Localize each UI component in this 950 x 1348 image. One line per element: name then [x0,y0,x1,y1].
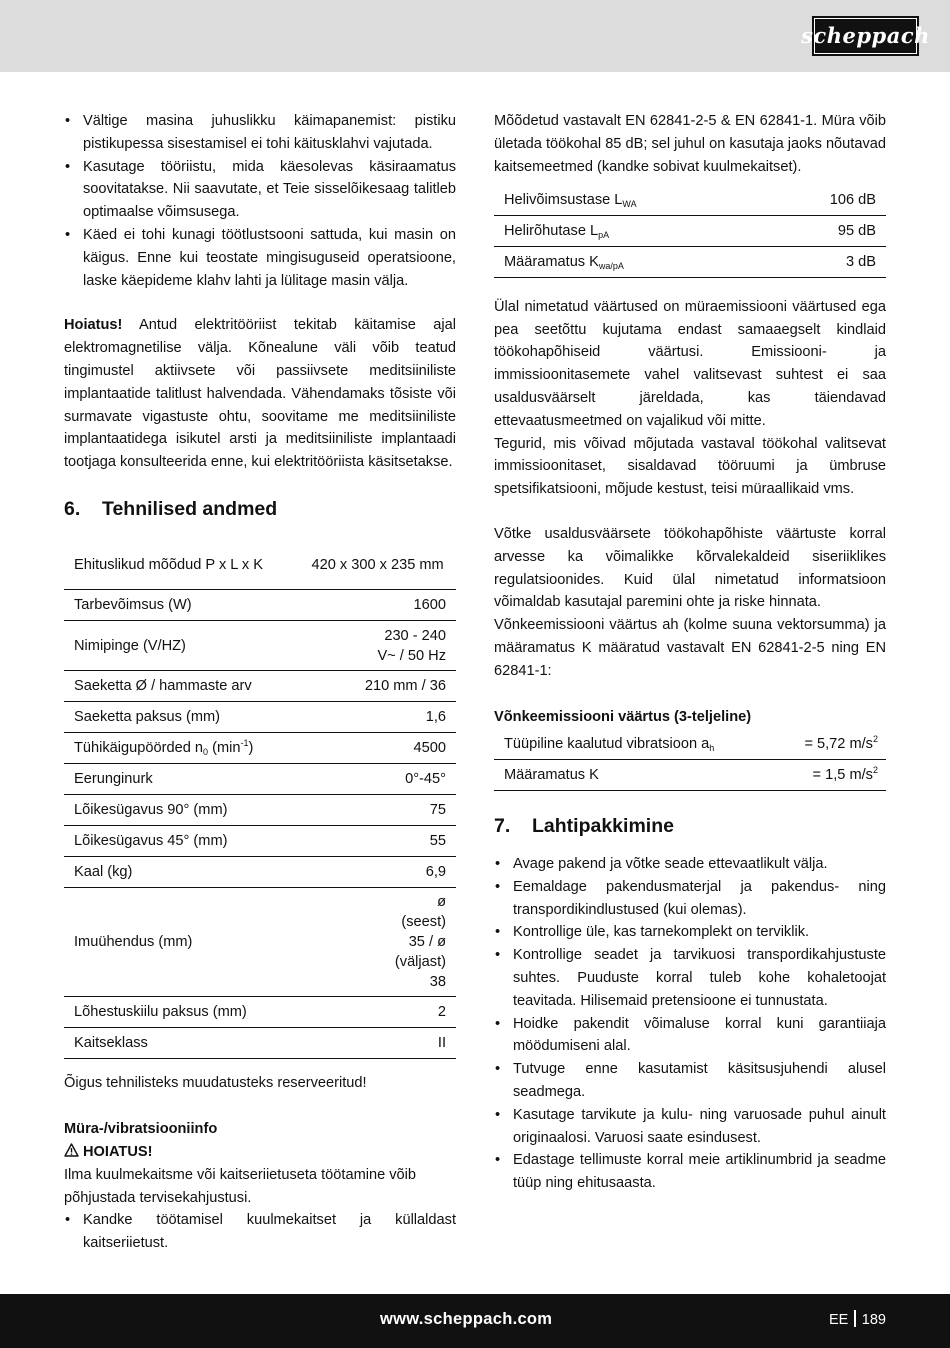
spec-value: 0°-45° [299,764,456,795]
vib-value [774,759,886,790]
table-row [64,733,456,764]
table-row [64,541,456,590]
list-item: • Kontrollige seadet ja tarvikuosi transpordikahjustuste suhtes. Puuduste korral tuleb kohe kohaletoojat teavitada. Hilisemaid pretensioone ei tunnustata. [494,944,886,1012]
spec-label: Saeketta Ø / hammaste arv [64,671,299,702]
list-item: • Kontrollige üle, kas tarnekomplekt on terviklik. [494,921,886,944]
noise-label-sub: WA [622,198,637,209]
language-code: EE [828,1312,849,1328]
vib-label-text: Tüüpiline kaalutud vibratsioon a [504,735,710,752]
table-row [64,888,456,997]
noise-warning-label: HOIATUS! [83,1144,153,1161]
table-row [64,1028,456,1059]
spec-value: 1,6 [299,702,456,733]
spec-value: 2 [299,997,456,1028]
paragraph: Võnkeemissiooni väärtus ah (kolme suuna vektorsumma) ja määramatus K määratud vastavalt EN 62841-2-5 ning EN 62841-1: [494,617,886,679]
noise-label-text: Määramatus K [504,253,599,270]
list-item: • Hoidke pakendit võimaluse korral kuni garantiiaja möödumiseni alal. [494,1013,886,1059]
right-column [494,110,886,1195]
paragraph: Tegurid, mis võivad mõjutada vastaval töökohal valitsevat immissioonitaset, sisaldavad tööruumi ja ümbruse spetsifikatsiooni, mõjude kestust, teisi müraallikaid vms. [494,435,886,498]
table-row [64,857,456,888]
page-header [0,0,950,72]
reserve-note: Õigus tehnilisteks muudatusteks reserveeritud! [64,1075,367,1092]
section-6-heading [64,496,456,522]
vib-label-sub: h [709,742,715,753]
table-row [64,590,456,621]
spec-label: Tarbevõimsus (W) [64,590,299,621]
noise-value: 106 dB [767,184,886,215]
vibration-table [494,728,886,791]
vib-value-sup: 2 [872,733,878,744]
vibration-heading: Võnkeemissiooni väärtus (3-teljeline) [494,708,752,725]
noise-label-text: Helivõimsustase L [504,191,623,208]
noise-heading: Müra-/vibratsiooniinfo [64,1121,218,1138]
vib-value-text: = 5,72 m/s [804,735,873,752]
vib-value-sup: 2 [872,764,878,775]
noise-value: 95 dB [767,215,886,246]
noise-value: 3 dB [767,246,886,277]
page-number-block [829,1309,886,1332]
logo-text: scheppach [801,22,930,48]
spec-label: Lõikesügavus 45° (mm) [64,826,299,857]
table-row [64,795,456,826]
table-row [64,671,456,702]
spec-label-sup: -1 [240,738,249,749]
noise-bullet-list [64,1209,456,1255]
warning-label: Hoiatus! [64,317,123,334]
website-url: www.scheppach.com [380,1310,553,1328]
noise-label-text: Helirõhutase L [504,222,599,239]
measurement-intro: Mõõdetud vastavalt EN 62841-2-5 & EN 62841-1. Müra võib ületada töökohal 85 dB; sel juhul on kasutaja jaoks nõutavad kaitsemeetmed (kandke sobivat kuulmekaitset). [494,113,886,175]
spec-label: Eerunginurk [64,764,299,795]
spec-value: 210 mm / 36 [299,671,456,702]
spec-value: 6,9 [299,857,456,888]
noise-label [494,215,767,246]
section-number: 6. [64,497,81,520]
spec-label [64,733,299,764]
warning-triangle-icon [64,1143,79,1157]
spec-label-text: Tühikäigupöörded n [74,740,204,757]
table-row [494,759,886,790]
table-row [64,997,456,1028]
list-item: • Tutvuge enne kasutamist käsitsusjuhendi alusel seadmega. [494,1058,886,1104]
list-item: • Vältige masina juhuslikku käimapanemist: pistiku pistikupessa sisestamisel ei tohi käitusklahvi vajutada. [64,110,456,156]
noise-label-sub: wa/pA [598,260,624,271]
noise-values-table [494,184,886,278]
spec-label-mid: (min [208,740,241,757]
section-title: Lahtipakkimine [532,814,674,837]
noise-text: Ilma kuulmekaitsme või kaitseriietuseta töötamine võib põhjustada tervisekahjustusi. [64,1166,417,1206]
spec-label: Nimipinge (V/HZ) [64,621,299,671]
paragraph: Ülal nimetatud väärtused on müraemissiooni väärtused ega pea seetõttu kujutama endast samaaegselt kindlaid töökohapõhiseid väärtusi. Emissiooni- ja immissioonitasemete vahel valitsevast suhtest ei saa usaldusväärselt järeldada, kas täiendavad ettevaatusmeetmed on vajalikud või mitte. [494,298,886,429]
spec-label: Ehituslikud mõõdud P x L x K [64,541,299,590]
table-row [64,826,456,857]
page-number: 189 [861,1312,886,1328]
table-row [494,728,886,759]
list-item: • Eemaldage pakendusmaterjal ja pakendus- ning transpordikindlustused (kui olemas). [494,876,886,922]
spec-label: Kaal (kg) [64,857,299,888]
vib-value-text: = 1,5 m/s [812,766,873,783]
vib-value [774,728,886,759]
spec-value: II [299,1028,456,1059]
noise-label-sub: pA [598,229,610,240]
safety-bullet-list [64,110,456,292]
noise-label [494,184,767,215]
page-footer [0,1294,950,1348]
footer-divider [854,1310,856,1327]
emf-warning-paragraph [64,314,456,474]
spec-label: Saeketta paksus (mm) [64,702,299,733]
table-row [494,246,886,277]
table-row [64,702,456,733]
spec-label-end: ) [248,740,254,757]
table-row [64,764,456,795]
paragraph: Võtke usaldusväärsete töökohapõhiste väärtuste korral arvesse ka võimalikke kõrvalekaldeid siseriiklikes regulatsioonides. Kuid ülal nimetatud informatsioon võimaldab kasutajal paremini ohte ja riske hinnata. [494,526,886,611]
list-item: • Edastage tellimuste korral meie artiklinumbrid ja seadme tüüp ning ehitusaasta. [494,1149,886,1195]
spec-value: ø (seest) 35 / ø (väljast) 38 [299,888,456,997]
spec-label-sub: 0 [203,747,209,758]
section-number: 7. [494,814,511,837]
vib-label [494,728,774,759]
spec-value: 75 [299,795,456,826]
list-item: • Käed ei tohi kunagi töötlustsooni sattuda, kui masin on käigus. Enne kui teostate mingisuguseid operatsioone, laske käepideme klahv lahti ja lülitage masin välja. [64,224,456,292]
spec-value: 420 x 300 x 235 mm [299,541,456,590]
list-item: • Kasutage tarvikute ja kulu- ning varuosade puhul ainult originaalosi. Varuosi saate esindusest. [494,1104,886,1150]
noise-warning [64,1141,456,1164]
vib-label [494,759,774,790]
unpacking-bullet-list [494,853,886,1195]
spec-value: 230 - 240 V~ / 50 Hz [299,621,456,671]
noise-label [494,246,767,277]
section-title: Tehnilised andmed [102,497,278,520]
warning-text: Antud elektritööriist tekitab käitamise ajal elektromagnetilise välja. Kõnealune väli võib teatud tingimustel aktiivsete või passiivsete meditsiiniliste implantaatide talitlust halvendada. Vähendamaks tõsiste või surmavate vigastuste ohtu, soovitame me meditsiiniliste implantaatidega isikutel arsti ja meditsiiniliste implantaadi tootjaga konsulteerida enne, kui elektritööriista käsitsetakse. [64,317,456,471]
section-7-heading [494,813,886,839]
spec-label: Kaitseklass [64,1028,299,1059]
spec-value: 4500 [299,733,456,764]
spec-label: Imuühendus (mm) [64,888,299,997]
list-item: • Kasutage tööriistu, mida käesolevas käsiraamatus soovitatakse. Nii saavutate, et Teie sisselõikesaag talitleb optimaalse võimsusega. [64,156,456,224]
list-item: • Kandke töötamisel kuulmekaitset ja küllaldast kaitseriietust. [64,1209,456,1255]
spec-value: 55 [299,826,456,857]
vib-label-text: Määramatus K [504,766,599,783]
list-item: • Avage pakend ja võtke seade ettevaatlikult välja. [494,853,886,876]
spec-label: Lõikesügavus 90° (mm) [64,795,299,826]
table-row [494,215,886,246]
spec-label: Lõhestuskiilu paksus (mm) [64,997,299,1028]
table-row [64,621,456,671]
table-row [494,184,886,215]
scheppach-logo [801,16,930,56]
spec-value: 1600 [299,590,456,621]
tech-spec-table [64,541,456,1060]
left-column [64,110,456,1255]
